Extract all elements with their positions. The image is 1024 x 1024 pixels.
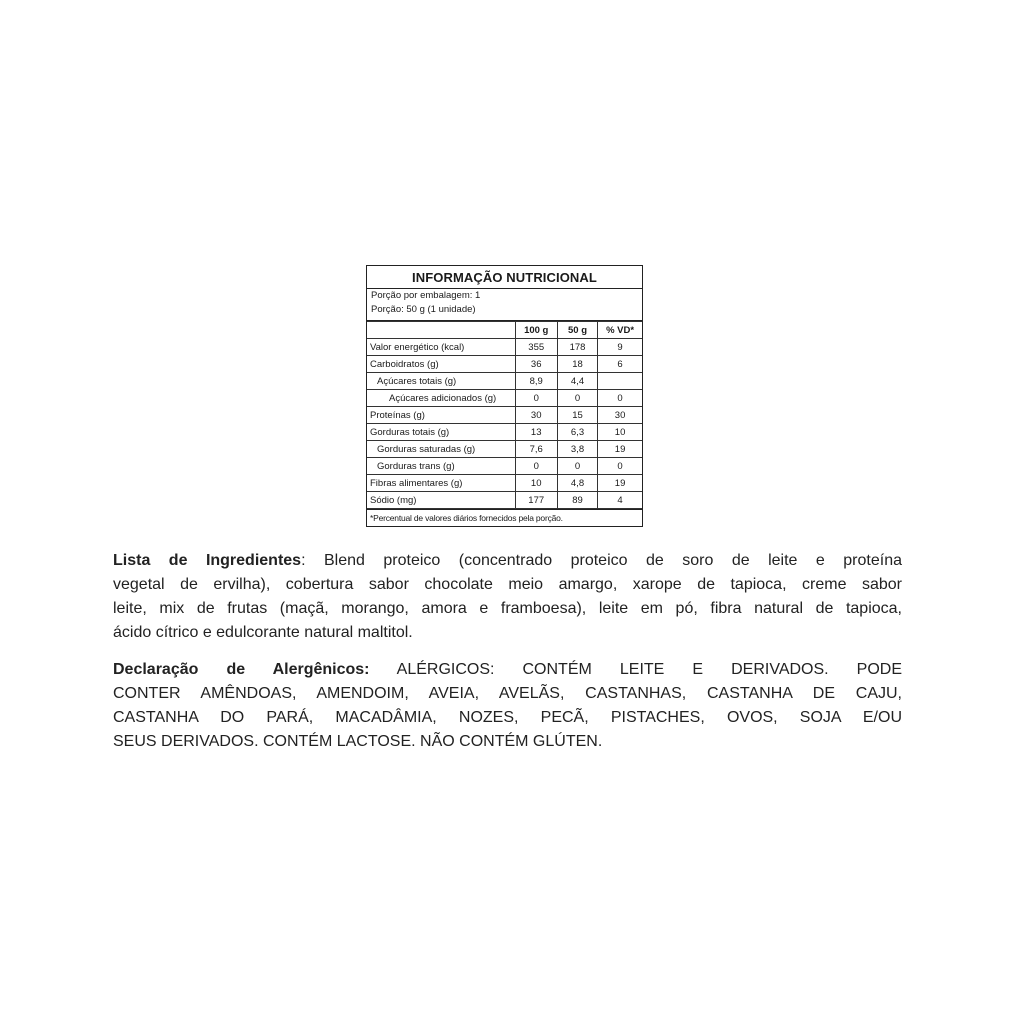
value-50g: 0 — [557, 390, 597, 407]
table-row — [367, 407, 642, 424]
row-label: Valor energético (kcal) — [367, 339, 515, 356]
nutrition-grid — [367, 321, 642, 509]
table-row — [367, 339, 642, 356]
value-100g: 30 — [515, 407, 557, 424]
value-vd: 6 — [598, 356, 642, 373]
nutrition-header-row — [367, 322, 642, 339]
row-label: Gorduras totais (g) — [367, 424, 515, 441]
value-100g: 13 — [515, 424, 557, 441]
header-vd: % VD* — [598, 322, 642, 339]
value-100g: 36 — [515, 356, 557, 373]
value-vd: 30 — [598, 407, 642, 424]
value-100g: 355 — [515, 339, 557, 356]
allergens-section — [113, 658, 902, 754]
row-label: Gorduras saturadas (g) — [367, 441, 515, 458]
table-row — [367, 424, 642, 441]
value-vd: 9 — [598, 339, 642, 356]
value-50g: 4,8 — [557, 475, 597, 492]
allergens-line: CASTANHA DO PARÁ, MACADÂMIA, NOZES, PECÃ, PISTACHES, OVOS, SOJA E/OU — [113, 709, 902, 726]
table-row — [367, 458, 642, 475]
allergens-heading: Declaração de Alergênicos: — [113, 661, 370, 678]
row-label: Proteínas (g) — [367, 407, 515, 424]
nutrition-title: INFORMAÇÃO NUTRICIONAL — [367, 266, 642, 289]
value-50g: 18 — [557, 356, 597, 373]
value-100g: 0 — [515, 390, 557, 407]
value-50g: 4,4 — [557, 373, 597, 390]
row-label: Açúcares totais (g) — [367, 373, 515, 390]
value-vd: 4 — [598, 492, 642, 509]
value-100g: 7,6 — [515, 441, 557, 458]
ingredients-line: ácido cítrico e edulcorante natural maltitol. — [113, 624, 413, 641]
ingredients-line: vegetal de ervilha), cobertura sabor chocolate meio amargo, xarope de tapioca, creme sabor — [113, 576, 902, 593]
table-row — [367, 475, 642, 492]
value-50g: 0 — [557, 458, 597, 475]
ingredients-line — [113, 549, 902, 573]
value-50g: 3,8 — [557, 441, 597, 458]
allergens-line — [113, 658, 902, 682]
portions-per-package: Porção por embalagem: 1 — [371, 290, 481, 301]
ingredients-heading: Lista de Ingredientes — [113, 552, 302, 569]
row-label: Carboidratos (g) — [367, 356, 515, 373]
allergens-line: SEUS DERIVADOS. CONTÉM LACTOSE. NÃO CONTÉM GLÚTEN. — [113, 733, 603, 750]
value-50g: 178 — [557, 339, 597, 356]
nutrition-facts-table — [366, 265, 643, 527]
header-50g: 50 g — [557, 322, 597, 339]
ingredients-section — [113, 549, 902, 645]
table-footnote: *Percentual de valores diários fornecidos pela porção. — [367, 509, 642, 526]
header-empty — [367, 322, 515, 339]
portion-size: Porção: 50 g (1 unidade) — [367, 303, 642, 321]
value-vd: 0 — [598, 458, 642, 475]
value-vd: 19 — [598, 475, 642, 492]
table-row — [367, 373, 642, 390]
table-row — [367, 390, 642, 407]
value-vd: 0 — [598, 390, 642, 407]
value-vd — [598, 373, 642, 390]
value-vd: 19 — [598, 441, 642, 458]
value-100g: 8,9 — [515, 373, 557, 390]
row-label: Fibras alimentares (g) — [367, 475, 515, 492]
table-row — [367, 356, 642, 373]
ingredients-line: leite, mix de frutas (maçã, morango, amora e framboesa), leite em pó, fibra natural de tapioca, — [113, 600, 902, 617]
row-label: Açúcares adicionados (g) — [367, 390, 515, 407]
ingredients-text: : Blend proteico (concentrado proteico de soro de leite e proteína — [301, 552, 902, 569]
table-row — [367, 441, 642, 458]
header-100g: 100 g — [515, 322, 557, 339]
value-vd: 10 — [598, 424, 642, 441]
value-50g: 15 — [557, 407, 597, 424]
allergens-text: ALÉRGICOS: CONTÉM LEITE E DERIVADOS. PODE — [369, 661, 902, 678]
value-50g: 6,3 — [557, 424, 597, 441]
allergens-line: CONTER AMÊNDOAS, AMENDOIM, AVEIA, AVELÃS, CASTANHAS, CASTANHA DE CAJU, — [113, 685, 902, 702]
row-label: Gorduras trans (g) — [367, 458, 515, 475]
table-row — [367, 492, 642, 509]
value-100g: 0 — [515, 458, 557, 475]
value-100g: 177 — [515, 492, 557, 509]
value-50g: 89 — [557, 492, 597, 509]
value-100g: 10 — [515, 475, 557, 492]
row-label: Sódio (mg) — [367, 492, 515, 509]
